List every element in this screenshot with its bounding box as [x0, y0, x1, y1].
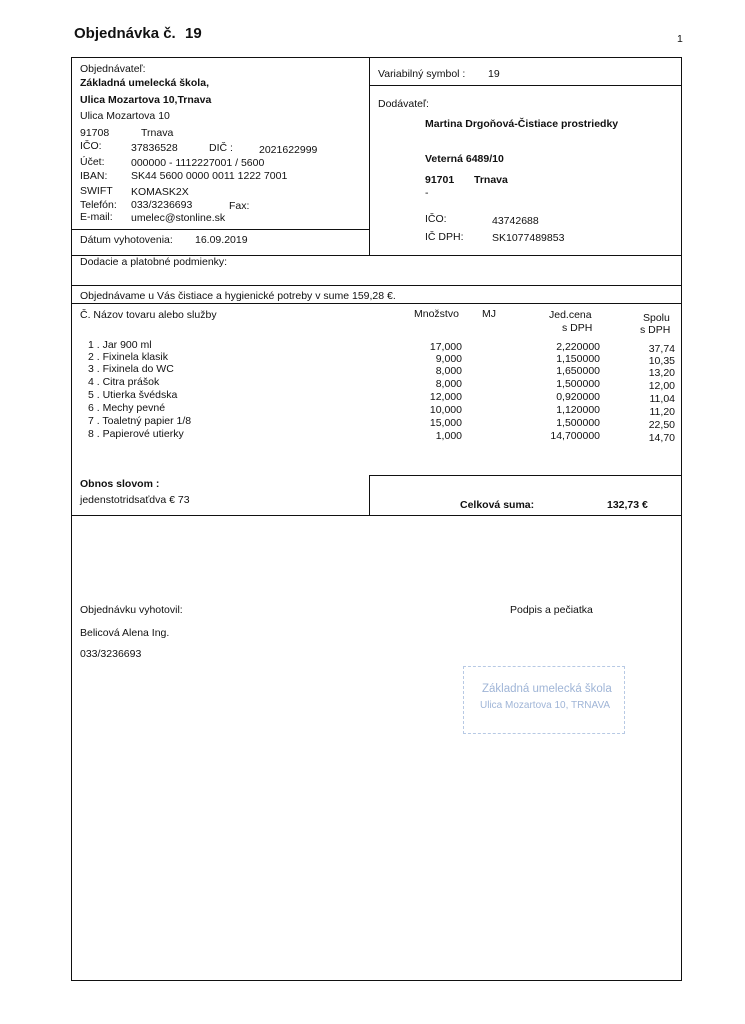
amount-words-label: Obnos slovom :: [80, 478, 160, 490]
divider: [71, 229, 369, 230]
date-label: Dátum vyhotovenia:: [80, 234, 173, 246]
item-name: 5 . Utierka švédska: [88, 389, 178, 401]
prepared-by-label: Objednávku vyhotovil:: [80, 604, 183, 616]
table-row: [0, 389, 745, 405]
table-header-total-vat: s DPH: [640, 324, 671, 336]
item-price: 14,700000: [550, 430, 600, 442]
item-price: 1,150000: [556, 353, 600, 365]
buyer-account: 000000 - 1112227001 / 5600: [131, 157, 265, 169]
item-name: 2 . Fixinela klasik: [88, 351, 168, 363]
item-name: 8 . Papierové utierky: [88, 428, 184, 440]
buyer-account-label: Účet:: [80, 156, 105, 168]
item-total: 37,74: [648, 343, 675, 355]
table-header-total: Spolu: [643, 312, 670, 324]
supplier-icdph: SK1077489853: [492, 232, 565, 244]
buyer-iban: SK44 5600 0000 0011 1222 7001: [131, 170, 288, 182]
supplier-label: Dodávateľ:: [378, 98, 429, 110]
buyer-phone: 033/3236693: [131, 199, 193, 211]
item-price: 1,500000: [556, 378, 600, 390]
supplier-mark: -: [425, 187, 429, 199]
buyer-address-bold: Ulica Mozartova 10,Trnava: [80, 94, 212, 106]
divider: [369, 57, 370, 255]
table-row: [0, 402, 745, 418]
supplier-city: Trnava: [474, 174, 508, 186]
buyer-ico-label: IČO:: [80, 140, 102, 152]
table-row: [0, 428, 745, 444]
item-qty: 8,000: [435, 365, 462, 377]
amount-words-value: jedenstotridsaťdva € 73: [80, 494, 190, 506]
page-title: Objednávka č.: [74, 25, 176, 42]
buyer-swift: KOMASK2X: [131, 186, 189, 198]
buyer-dic-label: DIČ :: [209, 142, 233, 154]
buyer-name: Základná umelecká škola,: [80, 77, 209, 89]
item-total: 11,20: [649, 406, 675, 418]
item-name: 6 . Mechy pevné: [88, 402, 166, 414]
buyer-city: Trnava: [141, 127, 174, 139]
item-name: 7 . Toaletný papier 1/8: [88, 415, 192, 427]
supplier-ico: 43742688: [492, 215, 539, 227]
total-value: 132,73 €: [607, 499, 648, 511]
school-stamp: [463, 666, 625, 734]
item-qty: 15,000: [429, 417, 462, 429]
item-total: 22,50: [648, 419, 675, 431]
item-qty: 17,000: [429, 341, 462, 353]
prepared-by-phone: 033/3236693: [80, 648, 142, 660]
item-qty: 1,000: [435, 430, 462, 442]
item-name: 3 . Fixinela do WC: [88, 363, 174, 375]
stamp-line-2: Ulica Mozartova 10, TRNAVA: [480, 700, 611, 711]
divider: [369, 85, 682, 86]
item-price: 2,220000: [556, 341, 600, 353]
item-qty: 8,000: [435, 378, 462, 390]
buyer-fax-label: Fax:: [229, 200, 250, 212]
item-qty: 9,000: [435, 353, 462, 365]
item-total: 14,70: [648, 432, 675, 444]
buyer-email: umelec@stonline.sk: [131, 212, 226, 224]
supplier-name: Martina Drgoňová-Čistiace prostriedky: [425, 118, 619, 130]
item-qty: 12,000: [429, 391, 462, 403]
divider: [71, 303, 682, 304]
order-number: 19: [185, 25, 202, 42]
supplier-ico-label: IČO:: [425, 213, 447, 225]
buyer-dic: 2021622999: [259, 144, 318, 156]
table-header-unit: MJ: [482, 308, 496, 320]
buyer-street: Ulica Mozartova 10: [80, 110, 170, 122]
buyer-label: Objednávateľ:: [80, 63, 146, 75]
buyer-email-label: E-mail:: [80, 211, 113, 223]
item-total: 13,20: [648, 367, 675, 379]
buyer-phone-label: Telefón:: [80, 199, 117, 211]
supplier-icdph-label: IČ DPH:: [425, 231, 464, 243]
total-label: Celková suma:: [460, 499, 535, 511]
table-row: [0, 415, 745, 431]
item-price: 1,500000: [556, 417, 600, 429]
buyer-ico: 37836528: [131, 142, 178, 154]
buyer-swift-label: SWIFT: [80, 185, 113, 197]
page-number: 1: [677, 33, 683, 45]
item-price: 0,920000: [556, 391, 600, 403]
variable-symbol-label: Variabilný symbol :: [378, 68, 466, 80]
item-price: 1,120000: [556, 404, 600, 416]
supplier-street: Veterná 6489/10: [425, 153, 504, 165]
variable-symbol-value: 19: [488, 68, 500, 80]
table-header-qty: Množstvo: [414, 308, 459, 320]
supplier-zip: 91701: [425, 174, 455, 186]
table-header-price: Jed.cena: [549, 309, 592, 321]
item-total: 10,35: [648, 355, 675, 367]
order-text: Objednávame u Vás čistiace a hygienické potreby v sume 159,28 €.: [80, 290, 396, 302]
item-name: 1 . Jar 900 ml: [88, 339, 152, 351]
stamp-line-1: Základná umelecká škola: [482, 683, 612, 695]
prepared-by-name: Belicová Alena Ing.: [80, 627, 170, 639]
buyer-iban-label: IBAN:: [80, 170, 108, 182]
item-total: 11,04: [649, 393, 675, 405]
buyer-zip: 91708: [80, 127, 110, 139]
table-header-name: Č. Názov tovaru alebo služby: [80, 309, 217, 321]
date-value: 16.09.2019: [195, 234, 248, 246]
item-qty: 10,000: [429, 404, 462, 416]
table-header-price-vat: s DPH: [562, 322, 593, 334]
table-row: [0, 376, 745, 392]
item-name: 4 . Citra prášok: [88, 376, 160, 388]
signature-label: Podpis a pečiatka: [510, 604, 593, 616]
table-row: [0, 363, 745, 379]
conditions-label: Dodacie a platobné podmienky:: [80, 256, 228, 268]
item-total: 12,00: [648, 380, 675, 392]
item-price: 1,650000: [556, 365, 600, 377]
divider: [71, 285, 682, 286]
